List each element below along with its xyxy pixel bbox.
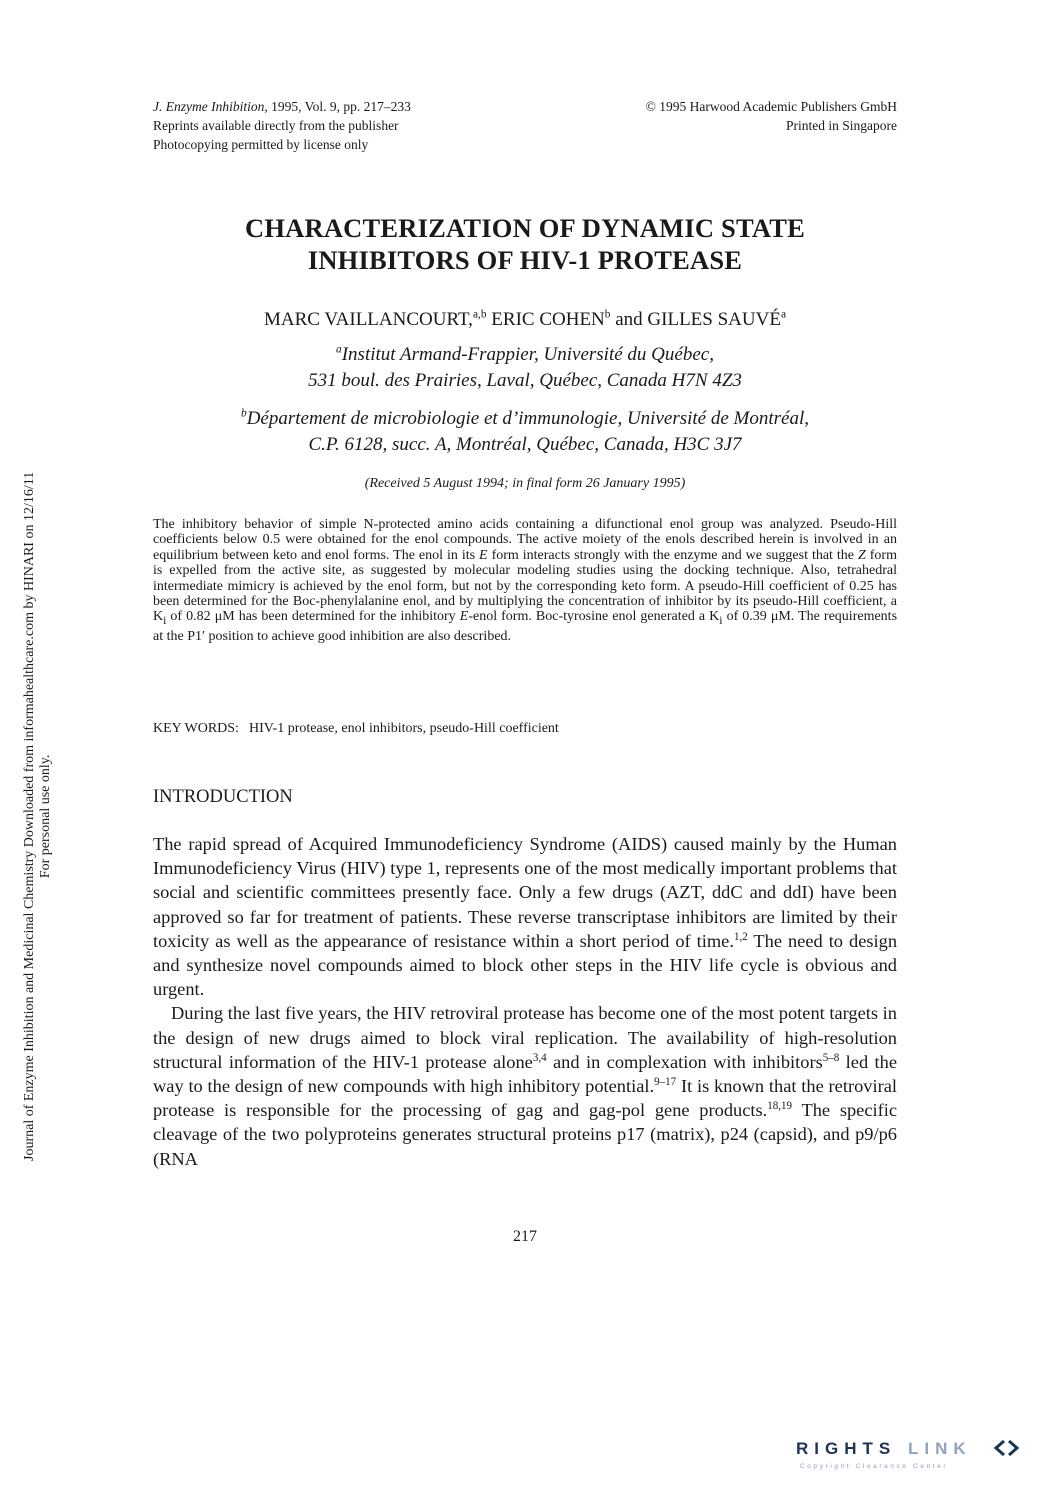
author-2: ERIC COHEN	[486, 309, 605, 330]
title-line-2: INHIBITORS OF HIV-1 PROTEASE	[307, 245, 743, 275]
keywords-label: KEY WORDS:	[153, 721, 239, 736]
intro-citation-3: 5–8	[822, 1051, 840, 1064]
intro-citation-2: 3,4	[532, 1051, 547, 1064]
intro-p2-text-b: and in complexation with inhibitors	[546, 1051, 823, 1072]
author-list	[0, 308, 1050, 332]
abstract-text-4: of 0.82 μM has been determined for the inhibitory	[166, 609, 460, 625]
author-2-affil: b	[604, 308, 611, 321]
article-title	[0, 212, 1050, 276]
download-watermark-text	[22, 472, 54, 1161]
abstract-text-2: form interacts strongly with the enzyme and we suggest that the	[487, 547, 858, 563]
title-line-1: CHARACTERIZATION OF DYNAMIC STATE	[245, 213, 805, 243]
author-1: MARC VAILLANCOURT,	[264, 309, 473, 330]
abstract-e-form-2: E	[459, 609, 469, 625]
abstract-ki-sub: i	[163, 614, 167, 628]
abstract	[153, 517, 897, 644]
abstract-ki-sub-2: i	[719, 614, 723, 628]
publisher-header	[646, 97, 897, 135]
received-dates: (Received 5 August 1994; in final form 26 January 1995)	[364, 476, 686, 491]
journal-header	[153, 97, 411, 154]
rightslink-logo	[790, 1436, 1030, 1476]
download-watermark	[0, 0, 60, 1500]
photocopy-note: Photocopying permitted by license only	[153, 137, 369, 152]
svg-text:LINK: LINK	[908, 1439, 972, 1458]
author-3-affil: a	[780, 308, 786, 321]
affil-b-line-1: Département de microbiologie et d’immunologie, Université de Montréal,	[246, 408, 809, 429]
watermark-line-2: For personal use only.	[38, 754, 53, 879]
abstract-z-form: Z	[858, 547, 866, 563]
svg-text:RIGHTS: RIGHTS	[796, 1439, 897, 1458]
keywords	[153, 720, 559, 738]
intro-p1-text-b: The need to design and synthesize novel compounds aimed to block other steps in the HIV life cycle is obvious and urgent.	[153, 930, 898, 1000]
copyright-line: © 1995 Harwood Academic Publishers GmbH	[645, 99, 897, 114]
section-heading-introduction: INTRODUCTION	[153, 787, 293, 807]
watermark-line-1: Journal of Enzyme Inhibition and Medicinal Chemistry Downloaded from informahealthcare.com by HINARI on 12/16/11	[22, 471, 37, 1161]
intro-p1-text-a: The rapid spread of Acquired Immunodeficiency Syndrome (AIDS) caused mainly by the Human Immunodeficiency Virus (HIV) type 1, represents one of the most medically important problems that social and scientific committees presently face. Only a few drugs (AZT, ddC and ddI) have been approved so far for treatment of patients. These reverse transcriptase inhibitors are limited by their toxicity as well as the appearance of resistance within a short period of time.	[153, 834, 897, 951]
affiliation-b	[0, 406, 1050, 458]
author-3: and GILLES SAUVÉ	[610, 309, 781, 330]
abstract-text-5: -enol form. Boc-tyrosine enol generated a K	[468, 609, 720, 625]
abstract-text-3: form is expelled from the active site, as suggested by molecular modeling studies using the docking technique. Also, tetrahedral intermediate mimicry is achieved by the enol form, but not by the corresponding keto form. A pseudo-Hill coefficient of 0.25 has been determined for the Boc-phenylalanine enol, and by multiplying the concentration of inhibitor by its pseudo-Hill coefficient, a K	[153, 547, 897, 625]
intro-p2-text-c: led the way to the design of new compounds with high inhibitory potential.	[153, 1051, 897, 1097]
intro-paragraph-1	[153, 832, 897, 1001]
author-1-affil: a,b	[472, 308, 487, 321]
intro-p2-text-d: It is known that the retroviral protease is responsible for the processing of gag and gag-pol gene products.	[153, 1076, 897, 1121]
rightslink-logo-graphic	[790, 1436, 1030, 1476]
printed-in: Printed in Singapore	[786, 118, 897, 133]
affil-a-line-1: Institut Armand-Frappier, Université du Québec,	[341, 344, 714, 365]
affil-b-marker: b	[240, 407, 247, 420]
affil-a-marker: a	[336, 343, 342, 356]
intro-citation-5: 18,19	[767, 1100, 793, 1113]
affil-b-line-2: C.P. 6128, succ. A, Montréal, Québec, Canada, H3C 3J7	[308, 434, 742, 455]
introduction-body	[153, 832, 897, 1171]
intro-citation-4: 9–17	[654, 1075, 677, 1088]
reprints-note: Reprints available directly from the publisher	[153, 118, 399, 133]
intro-citation-1: 1,2	[733, 930, 748, 943]
intro-p2-text-a: During the last five years, the HIV retroviral protease has become one of the most potent targets in the design of new drugs aimed to block viral replication. The availability of high-resolution structural information of the HIV-1 protease alone	[153, 1003, 897, 1072]
svg-text:Copyright Clearance Center: Copyright Clearance Center	[800, 1463, 949, 1470]
intro-paragraph-2	[153, 1001, 897, 1170]
abstract-e-form: E	[479, 547, 488, 563]
affil-a-line-2: 531 boul. des Prairies, Laval, Québec, Canada H7N 4Z3	[308, 370, 742, 391]
page-number: 217	[513, 1228, 537, 1245]
intro-p2-text-e: The specific cleavage of the two polyproteins generates structural proteins p17 (matrix), p24 (capsid), and p9/p6 (RNA	[153, 1100, 897, 1169]
keywords-text: HIV-1 protease, enol inhibitors, pseudo-Hill coefficient	[248, 721, 559, 736]
affiliation-a	[0, 342, 1050, 394]
journal-name: J. Enzyme Inhibition	[153, 99, 265, 114]
journal-volume: , 1995, Vol. 9, pp. 217–233	[264, 99, 411, 114]
abstract-text-1: The inhibitory behavior of simple N-protected amino acids containing a difunctional enol group was analyzed. Pseudo-Hill coefficients below 0.5 were obtained for the enol compounds. The active moiety of the enols described herein is involved in an equilibrium between keto and enol forms. The enol in its	[153, 517, 897, 563]
abstract-text-6: of 0.39 μM. The requirements at the P1′ position to achieve good inhibition are also described.	[153, 609, 898, 644]
